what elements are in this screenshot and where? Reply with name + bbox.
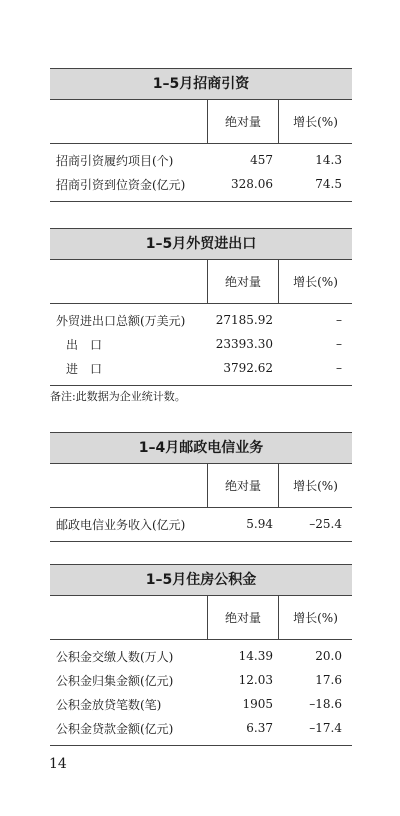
row-growth: 74.5	[315, 177, 342, 191]
row-label: 邮政电信业务收入(亿元)	[56, 517, 186, 532]
table-row	[50, 172, 352, 196]
row-growth: –25.4	[309, 517, 342, 531]
absolute-header: 绝对量	[208, 596, 279, 639]
row-growth: –	[336, 361, 342, 375]
row-label: 招商引资到位资金(亿元)	[56, 177, 186, 192]
row-label: 招商引资履约项目(个)	[56, 153, 174, 168]
row-value: 5.94	[246, 517, 273, 531]
table-row	[50, 644, 352, 668]
row-value: 14.39	[238, 649, 273, 663]
growth-header: 增长(%)	[293, 275, 338, 289]
table-note: 备注:此数据为企业统计数。	[50, 390, 186, 403]
table-header	[50, 100, 352, 144]
telecom-table	[50, 432, 352, 542]
row-value: 457	[250, 153, 273, 167]
absolute-header: 绝对量	[208, 100, 279, 143]
absolute-header: 绝对量	[208, 260, 279, 303]
row-growth: –17.4	[309, 721, 342, 735]
row-value: 3792.62	[223, 361, 273, 375]
row-value: 27185.92	[215, 313, 273, 327]
housing-fund-table	[50, 564, 352, 746]
row-label: 公积金放贷笔数(笔)	[56, 697, 162, 712]
table-title: 1–5月外贸进出口	[50, 228, 352, 260]
row-label: 出 口	[66, 337, 103, 352]
table-row	[50, 308, 352, 332]
row-growth: –18.6	[309, 697, 342, 711]
table-header	[50, 596, 352, 640]
row-label: 公积金归集金额(亿元)	[56, 673, 174, 688]
table-row	[50, 692, 352, 716]
row-value: 6.37	[246, 721, 273, 735]
row-value: 1905	[242, 697, 273, 711]
absolute-header: 绝对量	[208, 464, 279, 507]
row-growth: 14.3	[315, 153, 342, 167]
row-label: 外贸进出口总额(万美元)	[56, 313, 186, 328]
row-growth: –	[336, 313, 342, 327]
table-title: 1–5月住房公积金	[50, 564, 352, 596]
table-row	[50, 356, 352, 380]
table-row	[50, 716, 352, 740]
row-growth: –	[336, 337, 342, 351]
growth-header: 增长(%)	[293, 115, 338, 129]
row-label: 公积金交缴人数(万人)	[56, 649, 174, 664]
trade-table	[50, 228, 352, 386]
table-header	[50, 464, 352, 508]
row-value: 328.06	[231, 177, 273, 191]
table-title: 1–5月招商引资	[50, 68, 352, 100]
row-growth: 17.6	[315, 673, 342, 687]
investment-table	[50, 68, 352, 202]
table-header	[50, 260, 352, 304]
page-number: 14	[49, 756, 67, 772]
growth-header: 增长(%)	[293, 479, 338, 493]
row-label: 公积金贷款金额(亿元)	[56, 721, 174, 736]
row-label: 进 口	[66, 361, 103, 376]
row-value: 12.03	[238, 673, 273, 687]
table-title: 1–4月邮政电信业务	[50, 432, 352, 464]
growth-header: 增长(%)	[293, 611, 338, 625]
row-value: 23393.30	[215, 337, 273, 351]
table-row	[50, 512, 352, 536]
table-row	[50, 332, 352, 356]
table-row	[50, 668, 352, 692]
table-row	[50, 148, 352, 172]
row-growth: 20.0	[315, 649, 342, 663]
